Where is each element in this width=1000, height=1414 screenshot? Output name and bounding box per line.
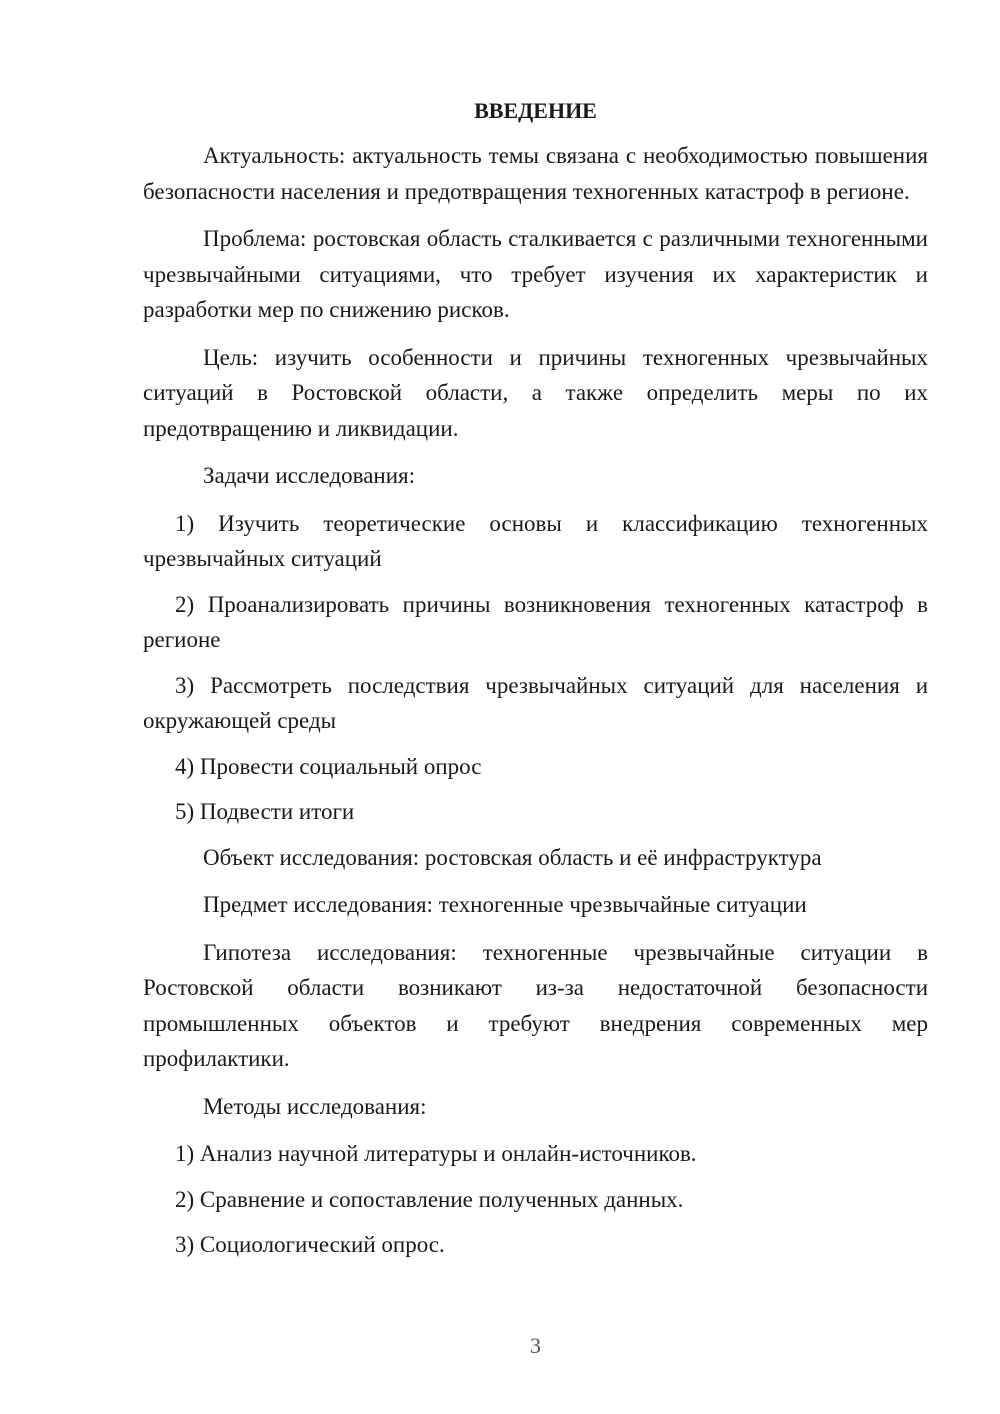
method-item: 2) Сравнение и сопоставление полученных данных. — [175, 1186, 684, 1212]
task-item: 1) Изучить теоретические основы и классификацию техногенных чрезвычайных ситуаций — [143, 510, 928, 571]
section-heading: ВВЕДЕНИЕ — [474, 98, 597, 123]
research-subject: Предмет исследования: техногенные чрезвычайные ситуации — [203, 892, 807, 917]
relevance-paragraph: Актуальность: актуальность темы связана с необходимостью повышения безопасности населения и предотвращения техногенных катастроф в регионе. — [143, 143, 928, 204]
task-item: 3) Рассмотреть последствия чрезвычайных ситуаций для населения и окружающей среды — [143, 672, 928, 733]
page-number: 3 — [530, 1333, 541, 1358]
task-item: 2) Проанализировать причины возникновения техногенных катастроф в регионе — [143, 591, 928, 652]
document-body — [143, 96, 928, 1273]
task-item: 4) Провести социальный опрос — [175, 753, 482, 779]
tasks-label: Задачи исследования: — [203, 463, 416, 488]
research-hypothesis: Гипотеза исследования: техногенные чрезвычайные ситуации в Ростовской области возникают из-за недостаточной безопасности промышленных объектов и требуют внедрения современных мер профилактики. — [143, 939, 928, 1071]
method-item: 3) Социологический опрос. — [175, 1232, 445, 1257]
method-item: 1) Анализ научной литературы и онлайн-источников. — [175, 1141, 697, 1166]
task-item: 5) Подвести итоги — [175, 799, 355, 824]
problem-paragraph: Проблема: ростовская область сталкивается с различными техногенными чрезвычайными ситуациями, что требует изучения их характеристик и разработки мер по снижению рисков. — [143, 226, 928, 322]
goal-paragraph: Цель: изучить особенности и причины техногенных чрезвычайных ситуаций в Ростовской области, а также определить меры по их предотвращению и ликвидации. — [143, 344, 928, 441]
methods-label: Методы исследования: — [203, 1093, 427, 1119]
research-object: Объект исследования: ростовская область и её инфраструктура — [203, 844, 822, 870]
